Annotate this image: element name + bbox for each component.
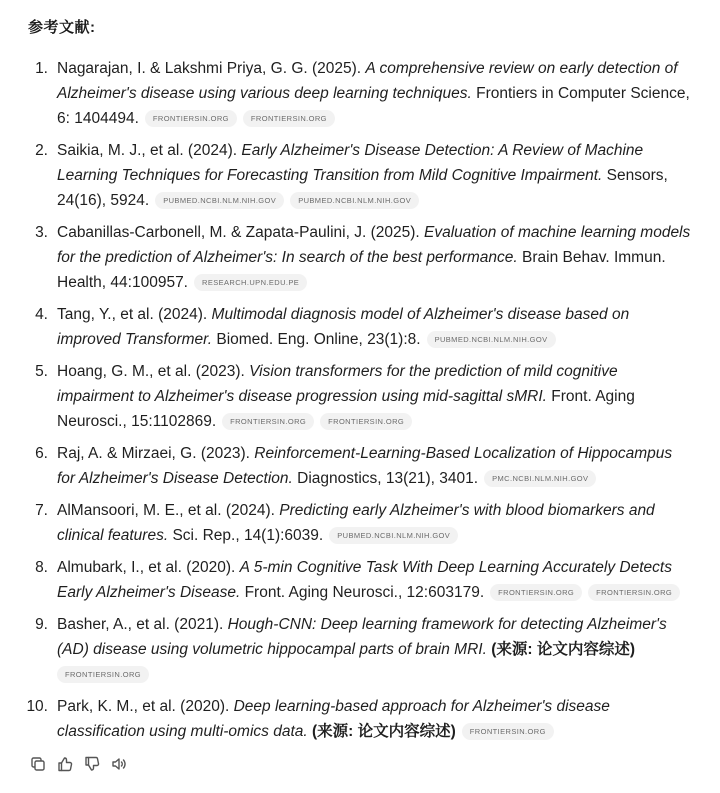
reference-number: 6. [35, 445, 48, 462]
reference-title: Predicting early Alzheimer's with blood biomarkers and clinical features. [57, 502, 655, 544]
thumbs-down-icon [83, 755, 101, 778]
reference-authors: Raj, A. & Mirzaei, G. (2023). [57, 445, 255, 462]
reference-item-8 [0, 555, 720, 605]
reference-authors: AlMansoori, M. E., et al. (2024). [57, 502, 280, 519]
reference-title: Hough-CNN: Deep learning framework for detecting Alzheimer's (AD) disease using volumetric hippocampal parts of brain MRI. [57, 616, 667, 658]
reference-source-note: (来源: 论文内容综述) [486, 641, 635, 658]
source-badge[interactable]: FRONTIERSIN.ORG [588, 584, 680, 601]
reference-source: Brain Behav. Immun. Health, 44:100957. [57, 249, 666, 291]
reference-authors: Park, K. M., et al. (2020). [57, 698, 234, 715]
reference-item-6 [0, 441, 720, 491]
reference-title: Vision transformers for the prediction of mild cognitive impairment to Alzheimer's disease progression using mid-sagittal sMRI. [57, 363, 618, 405]
dislike-button[interactable] [80, 754, 104, 778]
reference-authors: Basher, A., et al. (2021). [57, 616, 228, 633]
source-badge[interactable]: FRONTIERSIN.ORG [462, 723, 554, 740]
reference-number: 9. [35, 616, 48, 633]
reference-item-10 [0, 694, 720, 744]
reference-authors: Tang, Y., et al. (2024). [57, 306, 212, 323]
reference-source: Front. Aging Neurosci., 15:1102869. [57, 388, 635, 430]
reference-title: Deep learning-based approach for Alzheimer's disease classification using multi-omics data. [57, 698, 610, 740]
reference-authors: Saikia, M. J., et al. (2024). [57, 142, 242, 159]
reference-source-note: (来源: 论文内容综述) [307, 723, 456, 740]
reference-item-5 [0, 359, 720, 434]
source-badge[interactable]: PUBMED.NCBI.NLM.NIH.GOV [155, 192, 284, 209]
reference-number: 5. [35, 363, 48, 380]
reference-item-7 [0, 498, 720, 548]
reference-number: 10. [26, 698, 48, 715]
source-badge[interactable]: PMC.NCBI.NLM.NIH.GOV [484, 470, 596, 487]
reference-title: Early Alzheimer's Disease Detection: A Review of Machine Learning Techniques for Forecasting Transition from Mild Cognitive Impairment. [57, 142, 644, 184]
reference-number: 7. [35, 502, 48, 519]
reference-item-3 [0, 220, 720, 295]
source-badge[interactable]: FRONTIERSIN.ORG [57, 666, 149, 683]
reference-authors: Hoang, G. M., et al. (2023). [57, 363, 250, 380]
reference-list [0, 56, 720, 751]
reference-number: 2. [35, 142, 48, 159]
reference-source: Diagnostics, 13(21), 3401. [292, 470, 479, 487]
reference-authors: Cabanillas-Carbonell, M. & Zapata-Paulini, J. (2025). [57, 224, 425, 241]
reference-source: Front. Aging Neurosci., 12:603179. [240, 584, 485, 601]
read-aloud-button[interactable] [107, 754, 131, 778]
source-badge[interactable]: FRONTIERSIN.ORG [222, 413, 314, 430]
reference-number: 1. [35, 60, 48, 77]
references-heading: 参考文献: [28, 19, 96, 36]
reference-source: Biomed. Eng. Online, 23(1):8. [212, 331, 421, 348]
reference-number: 4. [35, 306, 48, 323]
source-badge[interactable]: RESEARCH.UPN.EDU.PE [194, 274, 307, 291]
reference-title: Evaluation of machine learning models for the prediction of Alzheimer's: In search of the best performance. [57, 224, 691, 266]
thumbs-up-icon [56, 755, 74, 778]
reference-title: Reinforcement-Learning-Based Localization of Hippocampus for Alzheimer's Disease Detection. [57, 445, 673, 487]
reference-item-9 [0, 612, 720, 687]
reference-item-1 [0, 56, 720, 131]
reference-number: 8. [35, 559, 48, 576]
reference-title: A 5-min Cognitive Task With Deep Learning Accurately Detects Early Alzheimer's Disease. [57, 559, 672, 601]
source-badge[interactable]: PUBMED.NCBI.NLM.NIH.GOV [290, 192, 419, 209]
source-badge[interactable]: FRONTIERSIN.ORG [490, 584, 582, 601]
reference-source: Frontiers in Computer Science, 6: 1404494. [57, 85, 690, 127]
like-button[interactable] [53, 754, 77, 778]
reference-authors: Nagarajan, I. & Lakshmi Priya, G. G. (2025). [57, 60, 366, 77]
reference-item-4 [0, 302, 720, 352]
source-badge[interactable]: FRONTIERSIN.ORG [320, 413, 412, 430]
source-badge[interactable]: PUBMED.NCBI.NLM.NIH.GOV [329, 527, 458, 544]
source-badge[interactable]: FRONTIERSIN.ORG [243, 110, 335, 127]
reference-authors: Almubark, I., et al. (2020). [57, 559, 240, 576]
source-badge[interactable]: FRONTIERSIN.ORG [145, 110, 237, 127]
reference-title: Multimodal diagnosis model of Alzheimer's disease based on improved Transformer. [57, 306, 630, 348]
copy-icon [29, 755, 47, 778]
copy-button[interactable] [26, 754, 50, 778]
reference-source: Sensors, 24(16), 5924. [57, 167, 668, 209]
reference-title: A comprehensive review on early detection of Alzheimer's disease using various deep learning techniques. [57, 60, 678, 102]
reference-item-2 [0, 138, 720, 213]
reference-source: Sci. Rep., 14(1):6039. [168, 527, 324, 544]
source-badge[interactable]: PUBMED.NCBI.NLM.NIH.GOV [427, 331, 556, 348]
speaker-icon [110, 755, 128, 778]
reference-number: 3. [35, 224, 48, 241]
